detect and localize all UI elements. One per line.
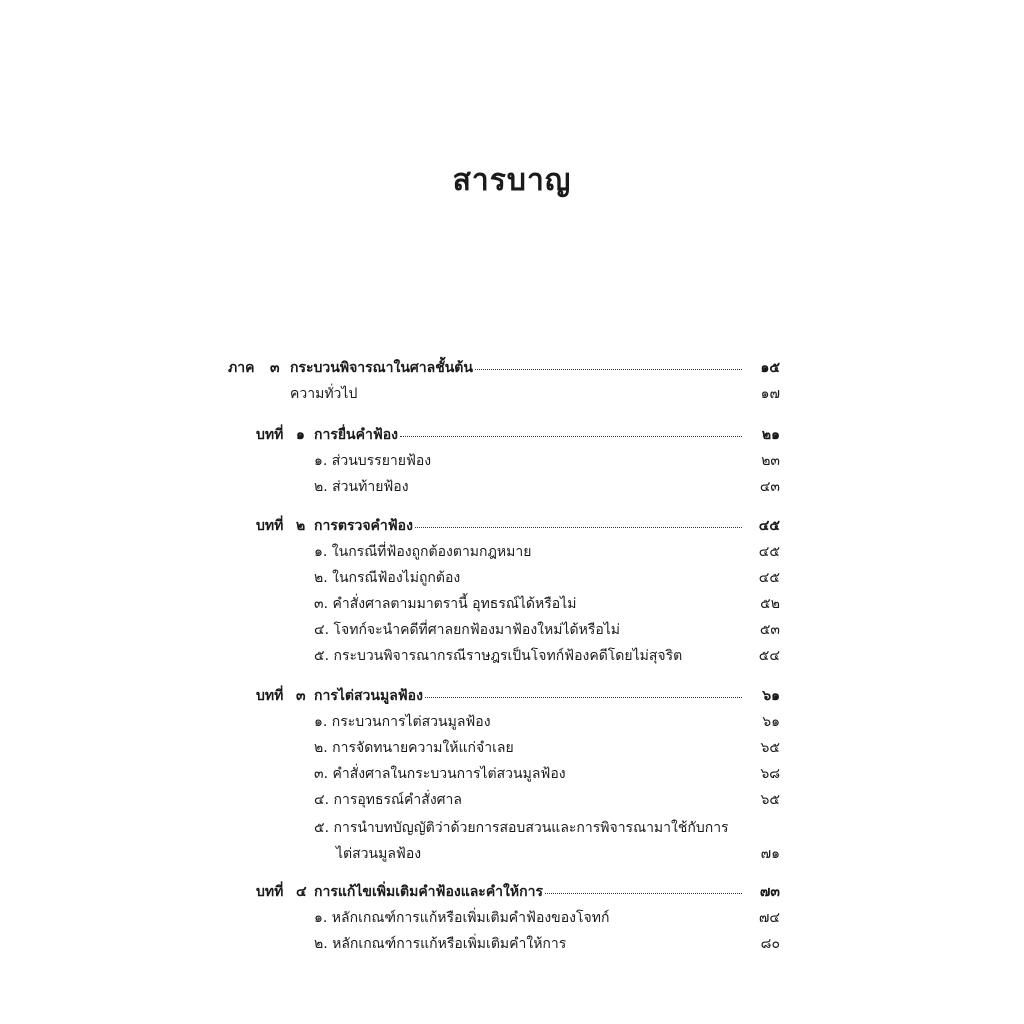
- toc-item-row: [314, 477, 780, 497]
- item-title-continued: ไต่สวนมูลฟ้อง: [336, 846, 422, 862]
- dot-leader: [400, 425, 742, 437]
- toc-item-row: [314, 712, 780, 732]
- intro-title: ความทั่วไป: [290, 386, 358, 402]
- part-label: ภาค: [228, 360, 255, 376]
- page-number: ๒๑: [761, 427, 780, 443]
- chapter-label: บทที่: [256, 427, 284, 443]
- toc-item-row: [314, 451, 780, 471]
- toc-item-row: [314, 620, 780, 640]
- toc-chapter-row: [256, 425, 780, 445]
- page-number: ๕๓: [759, 622, 780, 638]
- page-number: ๖๕: [760, 740, 780, 756]
- page-number: ๑๗: [760, 386, 780, 402]
- toc-item-row: [314, 764, 780, 784]
- item-title: ๑. ส่วนบรรยายฟ้อง: [314, 453, 432, 469]
- page-number: ๖๘: [760, 766, 780, 782]
- item-title: ๒. การจัดทนายความให้แก่จำเลย: [314, 740, 514, 756]
- chapter-title: การไต่สวนมูลฟ้อง: [314, 688, 423, 704]
- chapter-title: การยื่นคำฟ้อง: [314, 427, 399, 443]
- dot-leader: [415, 516, 742, 528]
- item-title: ๒. ส่วนท้ายฟ้อง: [314, 479, 409, 495]
- dot-leader: [545, 882, 742, 894]
- toc-item-row: [314, 594, 780, 614]
- page-number: ๕๔: [758, 648, 780, 664]
- toc-part-row: [228, 358, 780, 378]
- page-number: ๔๕: [758, 570, 780, 586]
- page-number: ๕๒: [760, 596, 780, 612]
- item-title: ๔. โจทก์จะนำคดีที่ศาลยกฟ้องมาฟ้องใหม่ได้หรือไม่: [314, 622, 621, 638]
- part-title: กระบวนพิจารณาในศาลชั้นต้น: [290, 360, 473, 376]
- page-number: ๑๕: [760, 360, 780, 376]
- dot-leader: [425, 686, 742, 698]
- toc-item-row: [314, 934, 780, 954]
- item-title: ๓. คำสั่งศาลในกระบวนการไต่สวนมูลฟ้อง: [314, 766, 566, 782]
- page-number: ๖๑: [762, 714, 780, 730]
- chapter-title: การแก้ไขเพิ่มเติมคำฟ้องและคำให้การ: [314, 884, 543, 900]
- page-number: ๔๕: [758, 518, 780, 534]
- item-title: ๑. หลักเกณฑ์การแก้หรือเพิ่มเติมคำฟ้องของโจทก์: [314, 910, 610, 926]
- item-title: ๕. กระบวนพิจารณากรณีราษฎรเป็นโจทก์ฟ้องคดีโดยไม่สุจริต: [314, 648, 683, 664]
- toc-intro-row: [290, 384, 780, 404]
- page-number: ๒๓: [761, 453, 780, 469]
- page-number: ๔๕: [758, 544, 780, 560]
- toc-item-row: [314, 908, 780, 928]
- item-title: ๓. คำสั่งศาลตามมาตรานี้ อุทธรณ์ได้หรือไม่: [314, 596, 577, 612]
- toc-item-row: [314, 542, 780, 562]
- page-number: ๖๑: [762, 688, 780, 704]
- chapter-title: การตรวจคำฟ้อง: [314, 518, 413, 534]
- page-number: ๔๓: [759, 479, 780, 495]
- toc-item-row: [314, 646, 780, 666]
- chapter-number: ๑: [296, 427, 305, 443]
- page-title: สารบาญ: [452, 163, 572, 198]
- item-title: ๒. หลักเกณฑ์การแก้หรือเพิ่มเติมคำให้การ: [314, 936, 567, 952]
- page-number: ๗๔: [758, 910, 780, 926]
- page-number: ๘๐: [760, 936, 780, 952]
- toc-item-row: [314, 738, 780, 758]
- page-number: ๗๓: [759, 884, 780, 900]
- chapter-number: ๒: [296, 518, 306, 534]
- page-number: ๖๕: [760, 792, 780, 808]
- chapter-label: บทที่: [256, 518, 284, 534]
- chapter-number: ๓: [296, 688, 306, 704]
- toc-item-row: [314, 818, 780, 838]
- part-number: ๓: [270, 360, 280, 376]
- chapter-number: ๔: [296, 884, 307, 900]
- item-title: ๒. ในกรณีฟ้องไม่ถูกต้อง: [314, 570, 461, 586]
- page-number: ๗๑: [760, 846, 780, 862]
- toc-chapter-row: [256, 882, 780, 902]
- chapter-label: บทที่: [256, 884, 284, 900]
- toc-chapter-row: [256, 686, 780, 706]
- dot-leader: [475, 358, 742, 370]
- item-title: ๕. การนำบทบัญญัติว่าด้วยการสอบสวนและการพิจารณามาใช้กับการ: [314, 820, 729, 836]
- item-title: ๑. กระบวนการไต่สวนมูลฟ้อง: [314, 714, 491, 730]
- toc-chapter-row: [256, 516, 780, 536]
- item-title: ๔. การอุทธรณ์คำสั่งศาล: [314, 792, 462, 808]
- chapter-label: บทที่: [256, 688, 284, 704]
- item-title: ๑. ในกรณีที่ฟ้องถูกต้องตามกฎหมาย: [314, 544, 532, 560]
- toc-item-row: [314, 790, 780, 810]
- toc-item-continuation-row: [336, 844, 780, 864]
- toc-item-row: [314, 568, 780, 588]
